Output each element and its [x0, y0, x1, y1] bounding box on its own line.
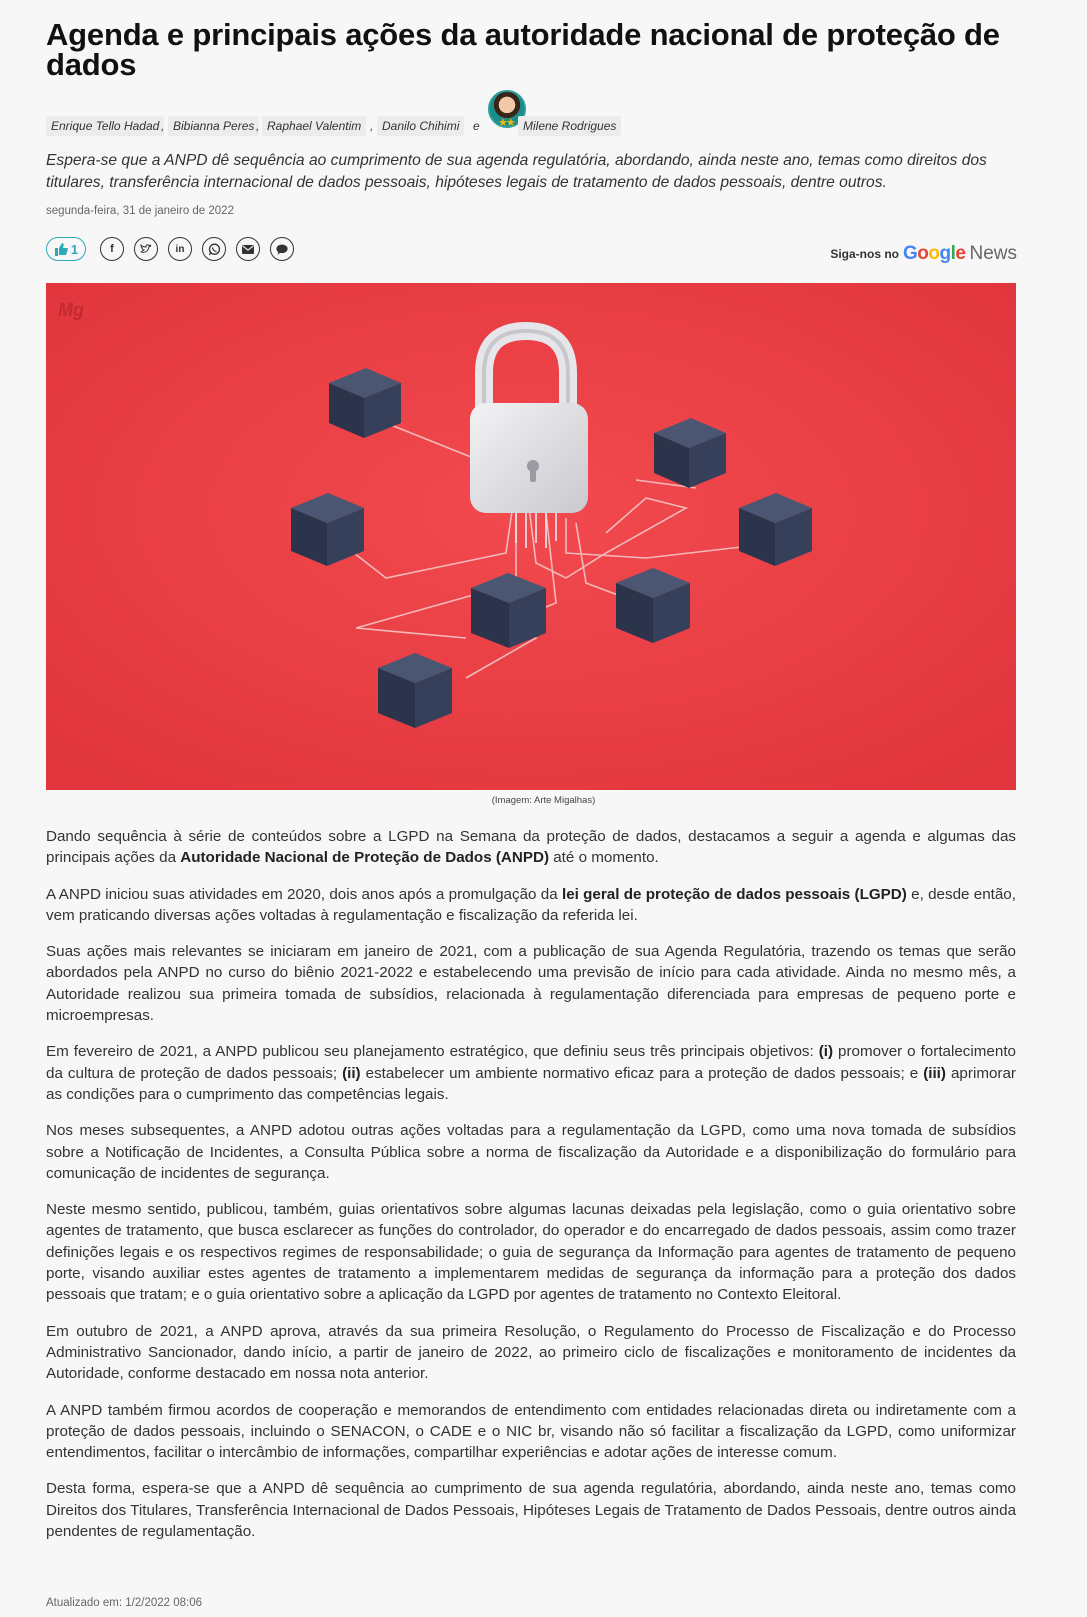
whatsapp-icon [208, 243, 221, 256]
linkedin-icon: in [175, 243, 185, 255]
linkedin-share-button[interactable] [168, 237, 192, 261]
paragraph: A ANPD também firmou acordos de cooperação e memorandos de entendimento com entidades relacionadas direta ou indiretamente com a proteção de dados pessoais, incluindo o SENACON, o CADE e o NIC br, visando não só facilitar a fiscalização da LGPD, como uniformizar entendimentos, facilitar o intercâmbio de informações, compartilhar experiências e adotar ações de interesse comum. [46, 1401, 1016, 1462]
data-cube-icon [378, 653, 452, 728]
thumbs-up-icon [54, 243, 68, 256]
author-link[interactable]: Danilo Chihimi [377, 116, 464, 136]
author-link[interactable]: Raphael Valentim [262, 116, 366, 136]
image-caption: (Imagem: Arte Migalhas) [491, 795, 596, 806]
author-link[interactable]: Enrique Tello Hadad [46, 116, 164, 136]
news-logo-text: News [969, 243, 1017, 264]
star-icon: ★★ [498, 117, 514, 129]
comment-button[interactable] [270, 237, 294, 261]
data-cube-icon [616, 568, 690, 643]
whatsapp-share-button[interactable] [202, 237, 226, 261]
padlock-illustration [46, 283, 1016, 790]
paragraph: Em fevereiro de 2021, a ANPD publicou seu planejamento estratégico, que definiu seus três principais objetivos: (i) promover o fortalecimento da cultura de proteção de dados pessoais; (ii) estabelecer um ambiente normativo eficaz para a proteção de dados pessoais; e (iii) aprimorar as condições para o cumprimento das competências legais. [46, 1043, 1016, 1103]
article-subtitle: Espera-se que a ANPD dê sequência ao cumprimento de sua agenda regulatória, abordando, ainda neste ano, temas como direitos dos titulares, transferência internacional de dados pessoais, hipóteses legais de tratamento de dados pessoais, dentre outros. [46, 152, 987, 191]
email-share-button[interactable] [236, 237, 260, 261]
migalhas-logo: Mg [58, 300, 84, 320]
follow-label: Siga-nos no [830, 247, 900, 261]
author-link[interactable]: Bibianna Peres [168, 116, 259, 136]
data-cube-icon [471, 573, 546, 648]
paragraph: Nos meses subsequentes, a ANPD adotou outras ações voltadas para a regulamentação da LGPD, como uma nova tomada de subsídios sobre a Notificação de Incidentes, a Consulta Pública sobre a norma de fiscalização da Autoridade e a disponibilização do formulário para comunicação de incidentes de segurança. [46, 1122, 1016, 1182]
author-link[interactable]: Milene Rodrigues [518, 116, 621, 136]
paragraph: Suas ações mais relevantes se iniciaram em janeiro de 2021, com a publicação de sua Agenda Regulatória, trazendo os temas que serão abordados pela ANPD no curso do biênio 2021-2022 e estabelecendo uma previsão de início para cada atividade. Ainda no mesmo mês, a Autoridade realizou sua primeira tomada de subsídios, relacionada à regulamentação diferenciada para empresas de pequeno porte e microempresas. [46, 943, 1016, 1025]
share-bar [46, 236, 346, 264]
updated-timestamp: Atualizado em: 1/2/2022 08:06 [46, 1597, 203, 1609]
paragraph: Em outubro de 2021, a ANPD aprova, através da sua primeira Resolução, o Regulamento do Processo de Fiscalização e do Processo Administrativo Sancionador, dando início, a partir de janeiro de 2022, ao primeiro ciclo de fiscalizações e monitoramento de incidentes da Autoridade, conforme destacado em nossa nota anterior. [46, 1322, 1016, 1383]
data-cube-icon [739, 493, 812, 566]
facebook-share-button[interactable] [100, 237, 124, 261]
twitter-share-button[interactable] [134, 237, 158, 261]
article-body [46, 826, 1016, 1557]
paragraph: Dando sequência à série de conteúdos sobre a LGPD na Semana da proteção de dados, destacamos a seguir a agenda e algumas das principais ações da Autoridade Nacional de Proteção de Dados (ANPD) até o momento. [46, 828, 1016, 867]
google-logo: Google [903, 243, 966, 264]
paragraph: A ANPD iniciou suas atividades em 2020, dois anos após a promulgação da lei geral de proteção de dados pessoais (LGPD) e, desde então, vem praticando diversas ações voltadas à regulamentação e fiscalização da referida lei. [46, 885, 1016, 924]
lgpd-link[interactable]: lei geral de proteção de dados pessoais (LGPD) [561, 885, 907, 903]
publish-date: segunda-feira, 31 de janeiro de 2022 [46, 205, 234, 217]
author-list: Enrique Tello Hadad , Bibianna Peres , Raphael Valentim , Danilo Chihimi e ★★ Milene Rodrigues [46, 90, 1046, 140]
twitter-icon [140, 244, 152, 254]
article-hero-image [46, 283, 1016, 790]
data-cube-icon [291, 493, 364, 566]
paragraph: Neste mesmo sentido, publicou, também, guias orientativos sobre algumas lacunas deixadas pela legislação, como o guia orientativo sobre agentes de tratamento, que busca esclarecer as funções do controlador, do operador e do encarregado de dados pessoais, assim como trazer definições legais e os respectivos regimes de responsabilidade; o guia de segurança da Informação para agentes de tratamento de pequeno porte, visando auxiliar estes agentes de tratamento a implementarem medidas de segurança da informação para a proteção dos dados pessoais que tratam; e o guia orientativo sobre a aplicação da LGPD por agentes de tratamento no Contexto Eleitoral. [46, 1201, 1016, 1304]
facebook-icon: f [110, 243, 114, 255]
paragraph: Desta forma, espera-se que a ANPD dê sequência ao cumprimento de sua agenda regulatória, abordando, ainda neste ano, temas como Direitos dos Titulares, Transferência Internacional de Dados Pessoais, Hipóteses Legais de Tratamento de Dados Pessoais, dentre outros ainda pendentes de regulamentação. [46, 1480, 1017, 1541]
email-icon [242, 245, 254, 254]
like-button[interactable] [46, 237, 86, 261]
google-news-follow-link[interactable] [830, 243, 1017, 265]
comment-icon [276, 244, 288, 255]
like-count: 1 [70, 241, 79, 257]
article-title: Agenda e principais ações da autoridade nacional de proteção de dados [46, 17, 1000, 82]
